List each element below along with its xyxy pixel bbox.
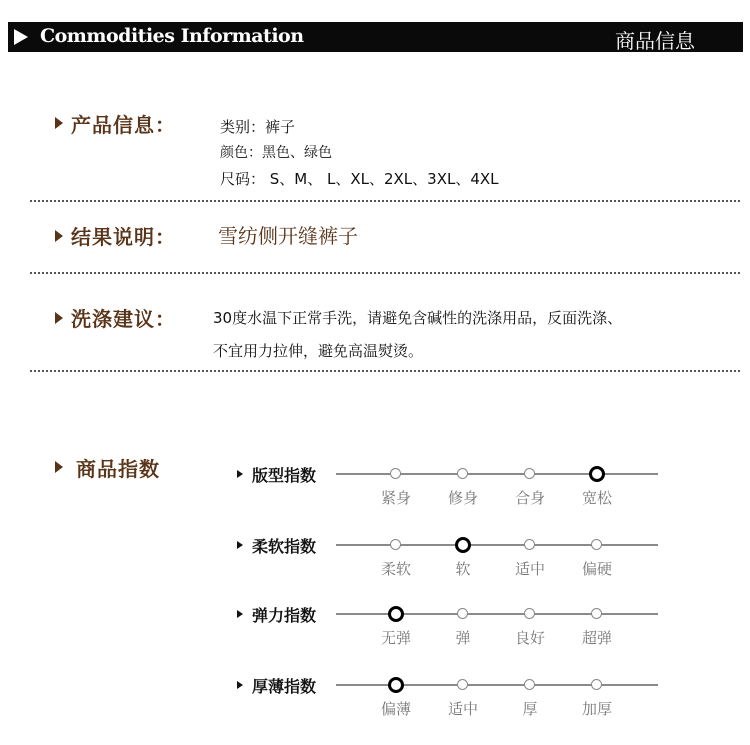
index-arrow-icon: [237, 610, 243, 618]
index-marker-selected: [388, 677, 404, 693]
index-option-label: 厚: [522, 700, 538, 718]
index-scale-line: [336, 473, 658, 475]
index-option-label: 弹: [455, 629, 471, 647]
divider: [30, 370, 740, 372]
index-option-label: 宽松: [581, 489, 612, 507]
index-marker: [524, 679, 535, 690]
index-arrow-icon: [237, 541, 243, 549]
divider: [30, 272, 740, 274]
index-row-label: 弹力指数: [252, 606, 317, 625]
section-arrow-icon: [55, 461, 63, 473]
section-arrow-icon: [55, 230, 63, 242]
header-title-en: Commodities Information: [40, 25, 304, 47]
index-row-label: 厚薄指数: [252, 677, 317, 696]
index-marker: [457, 679, 468, 690]
index-option-label: 加厚: [581, 700, 612, 718]
section-arrow-icon: [55, 312, 63, 324]
index-marker: [591, 539, 602, 550]
product-sizes: 尺码： S、M、 L、XL、2XL、3XL、4XL: [220, 170, 499, 188]
index-scale-line: [336, 613, 658, 615]
index-marker: [591, 679, 602, 690]
result-text: 雪纺侧开缝裤子: [218, 224, 358, 248]
index-marker: [457, 608, 468, 619]
divider: [30, 200, 740, 202]
index-marker: [457, 468, 468, 479]
index-marker-selected: [388, 606, 404, 622]
index-option-label: 偏硬: [581, 560, 612, 578]
index-option-label: 紧身: [380, 489, 411, 507]
product-color: 颜色：黑色、绿色: [220, 145, 332, 161]
index-marker: [390, 468, 401, 479]
index-scale-line: [336, 544, 658, 546]
index-option-label: 柔软: [380, 560, 411, 578]
index-scale-line: [336, 684, 658, 686]
index-marker: [390, 539, 401, 550]
index-marker: [524, 608, 535, 619]
product-info-label: 产品信息：: [71, 113, 176, 137]
index-option-label: 偏薄: [380, 700, 411, 718]
index-option-label: 超弹: [581, 629, 612, 647]
index-marker-selected: [589, 466, 605, 482]
play-arrow-icon: [14, 29, 28, 45]
index-marker-selected: [455, 537, 471, 553]
washing-label: 洗涤建议：: [71, 307, 176, 331]
index-option-label: 适中: [447, 700, 478, 718]
index-marker: [524, 468, 535, 479]
index-option-label: 软: [455, 560, 471, 578]
result-label: 结果说明：: [71, 225, 176, 249]
product-category: 类别：裤子: [220, 118, 296, 136]
index-label: 商品指数: [76, 457, 160, 481]
section-arrow-icon: [55, 117, 63, 129]
washing-line-2: 不宜用力拉伸，避免高温熨烫。: [213, 342, 424, 360]
index-marker: [591, 608, 602, 619]
index-marker: [524, 539, 535, 550]
index-option-label: 良好: [514, 629, 545, 647]
index-option-label: 适中: [514, 560, 545, 578]
index-option-label: 无弹: [380, 629, 411, 647]
header-bar: [8, 22, 743, 52]
header-title-zh: 商品信息: [615, 29, 695, 53]
index-arrow-icon: [237, 470, 243, 478]
index-option-label: 合身: [514, 489, 545, 507]
index-option-label: 修身: [447, 489, 478, 507]
index-row-label: 柔软指数: [252, 537, 317, 556]
index-arrow-icon: [237, 681, 243, 689]
index-row-label: 版型指数: [252, 466, 317, 485]
washing-line-1: 30度水温下正常手洗，请避免含碱性的洗涤用品，反面洗涤、: [213, 309, 623, 327]
